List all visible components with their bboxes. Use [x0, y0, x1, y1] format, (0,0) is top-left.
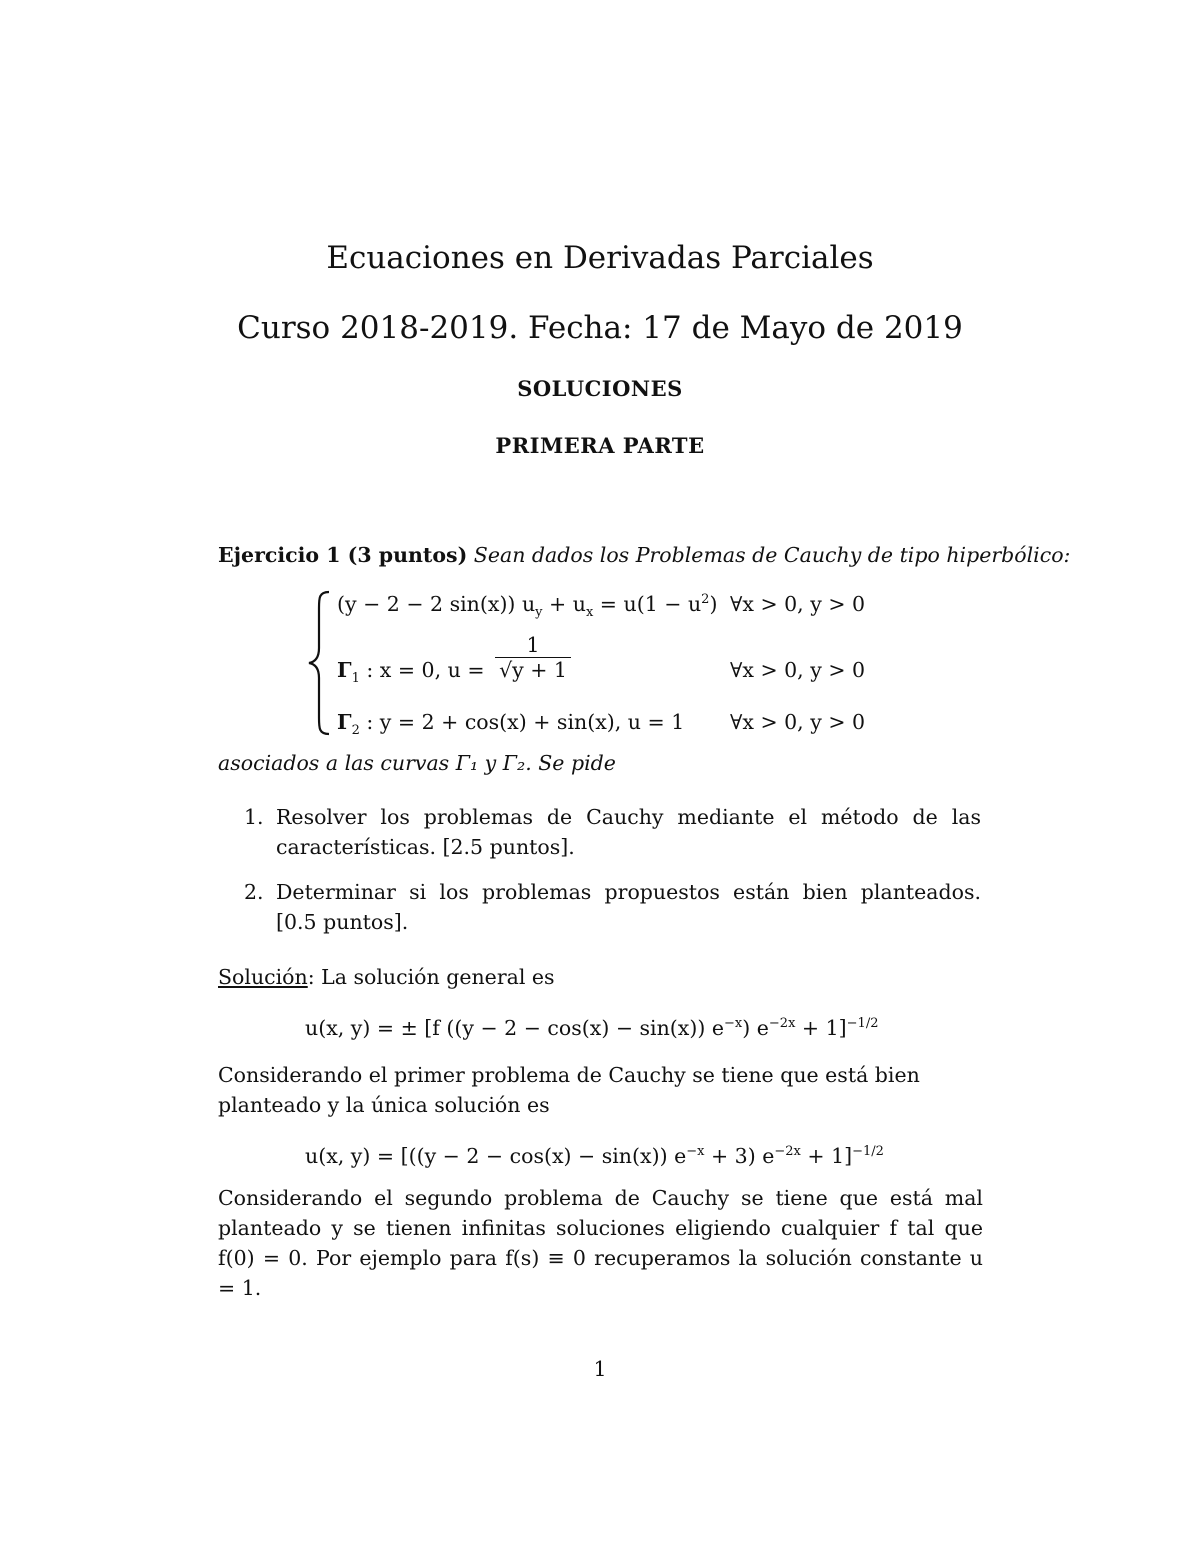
exercise-statement	[218, 540, 1070, 570]
second-problem-paragraph: Considerando el segundo problema de Cauchy se tiene que está mal planteado y se tienen infinitas soluciones eligiendo cualquier f tal que f(0) = 0. Por ejemplo para f(s) ≡ 0 recuperamos la solución constante u = 1.	[218, 1186, 983, 1300]
fraction: $\frac{1}{√y + 1}$	[495, 633, 571, 682]
exercise-label: Ejercicio 1 (3 puntos)	[218, 543, 468, 567]
general-solution-formula: u(x, y) = ± [f ((y − 2 − cos(x) − sin(x)) $e^{-x}$) $e^{-2x} + 1]^{-1/2}$	[305, 1016, 879, 1040]
exercise-intro: Sean dados los Problemas de Cauchy de tipo hiperbólico:	[473, 543, 1071, 567]
gamma1-condition: $\Gamma_1$ : x = 0, u = $\frac{1}{√y + 1}$	[337, 658, 571, 686]
gamma2-condition: $\Gamma_2$ : y = 2 + cos(x) + sin(x), u = 1	[337, 710, 685, 739]
condition-2: ∀x > 0, y > 0	[730, 658, 866, 682]
condition-3: ∀x > 0, y > 0	[730, 710, 866, 734]
document-page: Ecuaciones en Derivadas Parciales Curso 2018-2019. Fecha: 17 de Mayo de 2019 SOLUCIONES PRIMERA PARTE Ejercicio 1 (3 puntos) Sean dados los Problemas de Cauchy de tipo hiperbólico: (y − 2 − 2 sin(x)) $u_y + u_x = u(1 - u^2)$ ∀x > 0, y > 0 $\Gamma_1$ : x = 0, u = $\frac{1}{√y + 1}$ ∀x > 0, y > 0 $\Gamma_2$ : y = 2 + cos(x) + sin(x), u = 1 ∀x > 0, y > 0 asociados a las curvas Γ₁ y Γ₂. Se pide 1. Resolver los problemas de Cauchy mediante el método de las características. [2.5 puntos]. 2. Determinar si los problemas propuestos están bien planteados. [0.5 puntos]. Solución: La solución general es u(x, y) = ± [f ((y − 2 − cos(x) − sin(x)) $e^{-x}$) $e^{-2x} + 1]^{-1/2}$ Considerando el primer problema de Cauchy se tiene que está bien planteado y la única solución es u(x, y) = [((y − 2 − cos(x) − sin(x)) $e^{-x} + 3$) $e^{-2x} + 1]^{-1/2}$ Considerando el segundo problema de Cauchy se tiene que está mal planteado y se tienen infinitas soluciones eligiendo cualquier f tal que f(0) = 0. Por ejemplo para f(s) ≡ 0 recuperamos la solución constante u = 1. 1	[0, 0, 1200, 1553]
pde-equation: (y − 2 − 2 sin(x)) $u_y + u_x = u(1 - u^2)$	[337, 592, 718, 621]
part-heading: PRIMERA PARTE	[495, 433, 705, 458]
document-title: Ecuaciones en Derivadas Parciales	[326, 240, 874, 276]
cauchy-system	[305, 588, 905, 738]
solutions-heading: SOLUCIONES	[517, 376, 683, 401]
solution-intro: Solución: La solución general es	[218, 965, 555, 989]
associated-curves-text: asociados a las curvas Γ₁ y Γ₂. Se pide	[218, 751, 616, 775]
first-problem-paragraph: Considerando el primer problema de Cauchy se tiene que está bien planteado y la única solución es	[218, 1063, 920, 1117]
unique-solution-formula: u(x, y) = [((y − 2 − cos(x) − sin(x)) $e^{-x} + 3$) $e^{-2x} + 1]^{-1/2}$	[305, 1144, 884, 1168]
page-number: 1	[593, 1357, 607, 1381]
condition-1: ∀x > 0, y > 0	[730, 592, 866, 616]
left-brace-icon	[305, 588, 335, 738]
solution-label: Solución	[218, 965, 308, 989]
document-subtitle: Curso 2018-2019. Fecha: 17 de Mayo de 2019	[237, 310, 963, 346]
